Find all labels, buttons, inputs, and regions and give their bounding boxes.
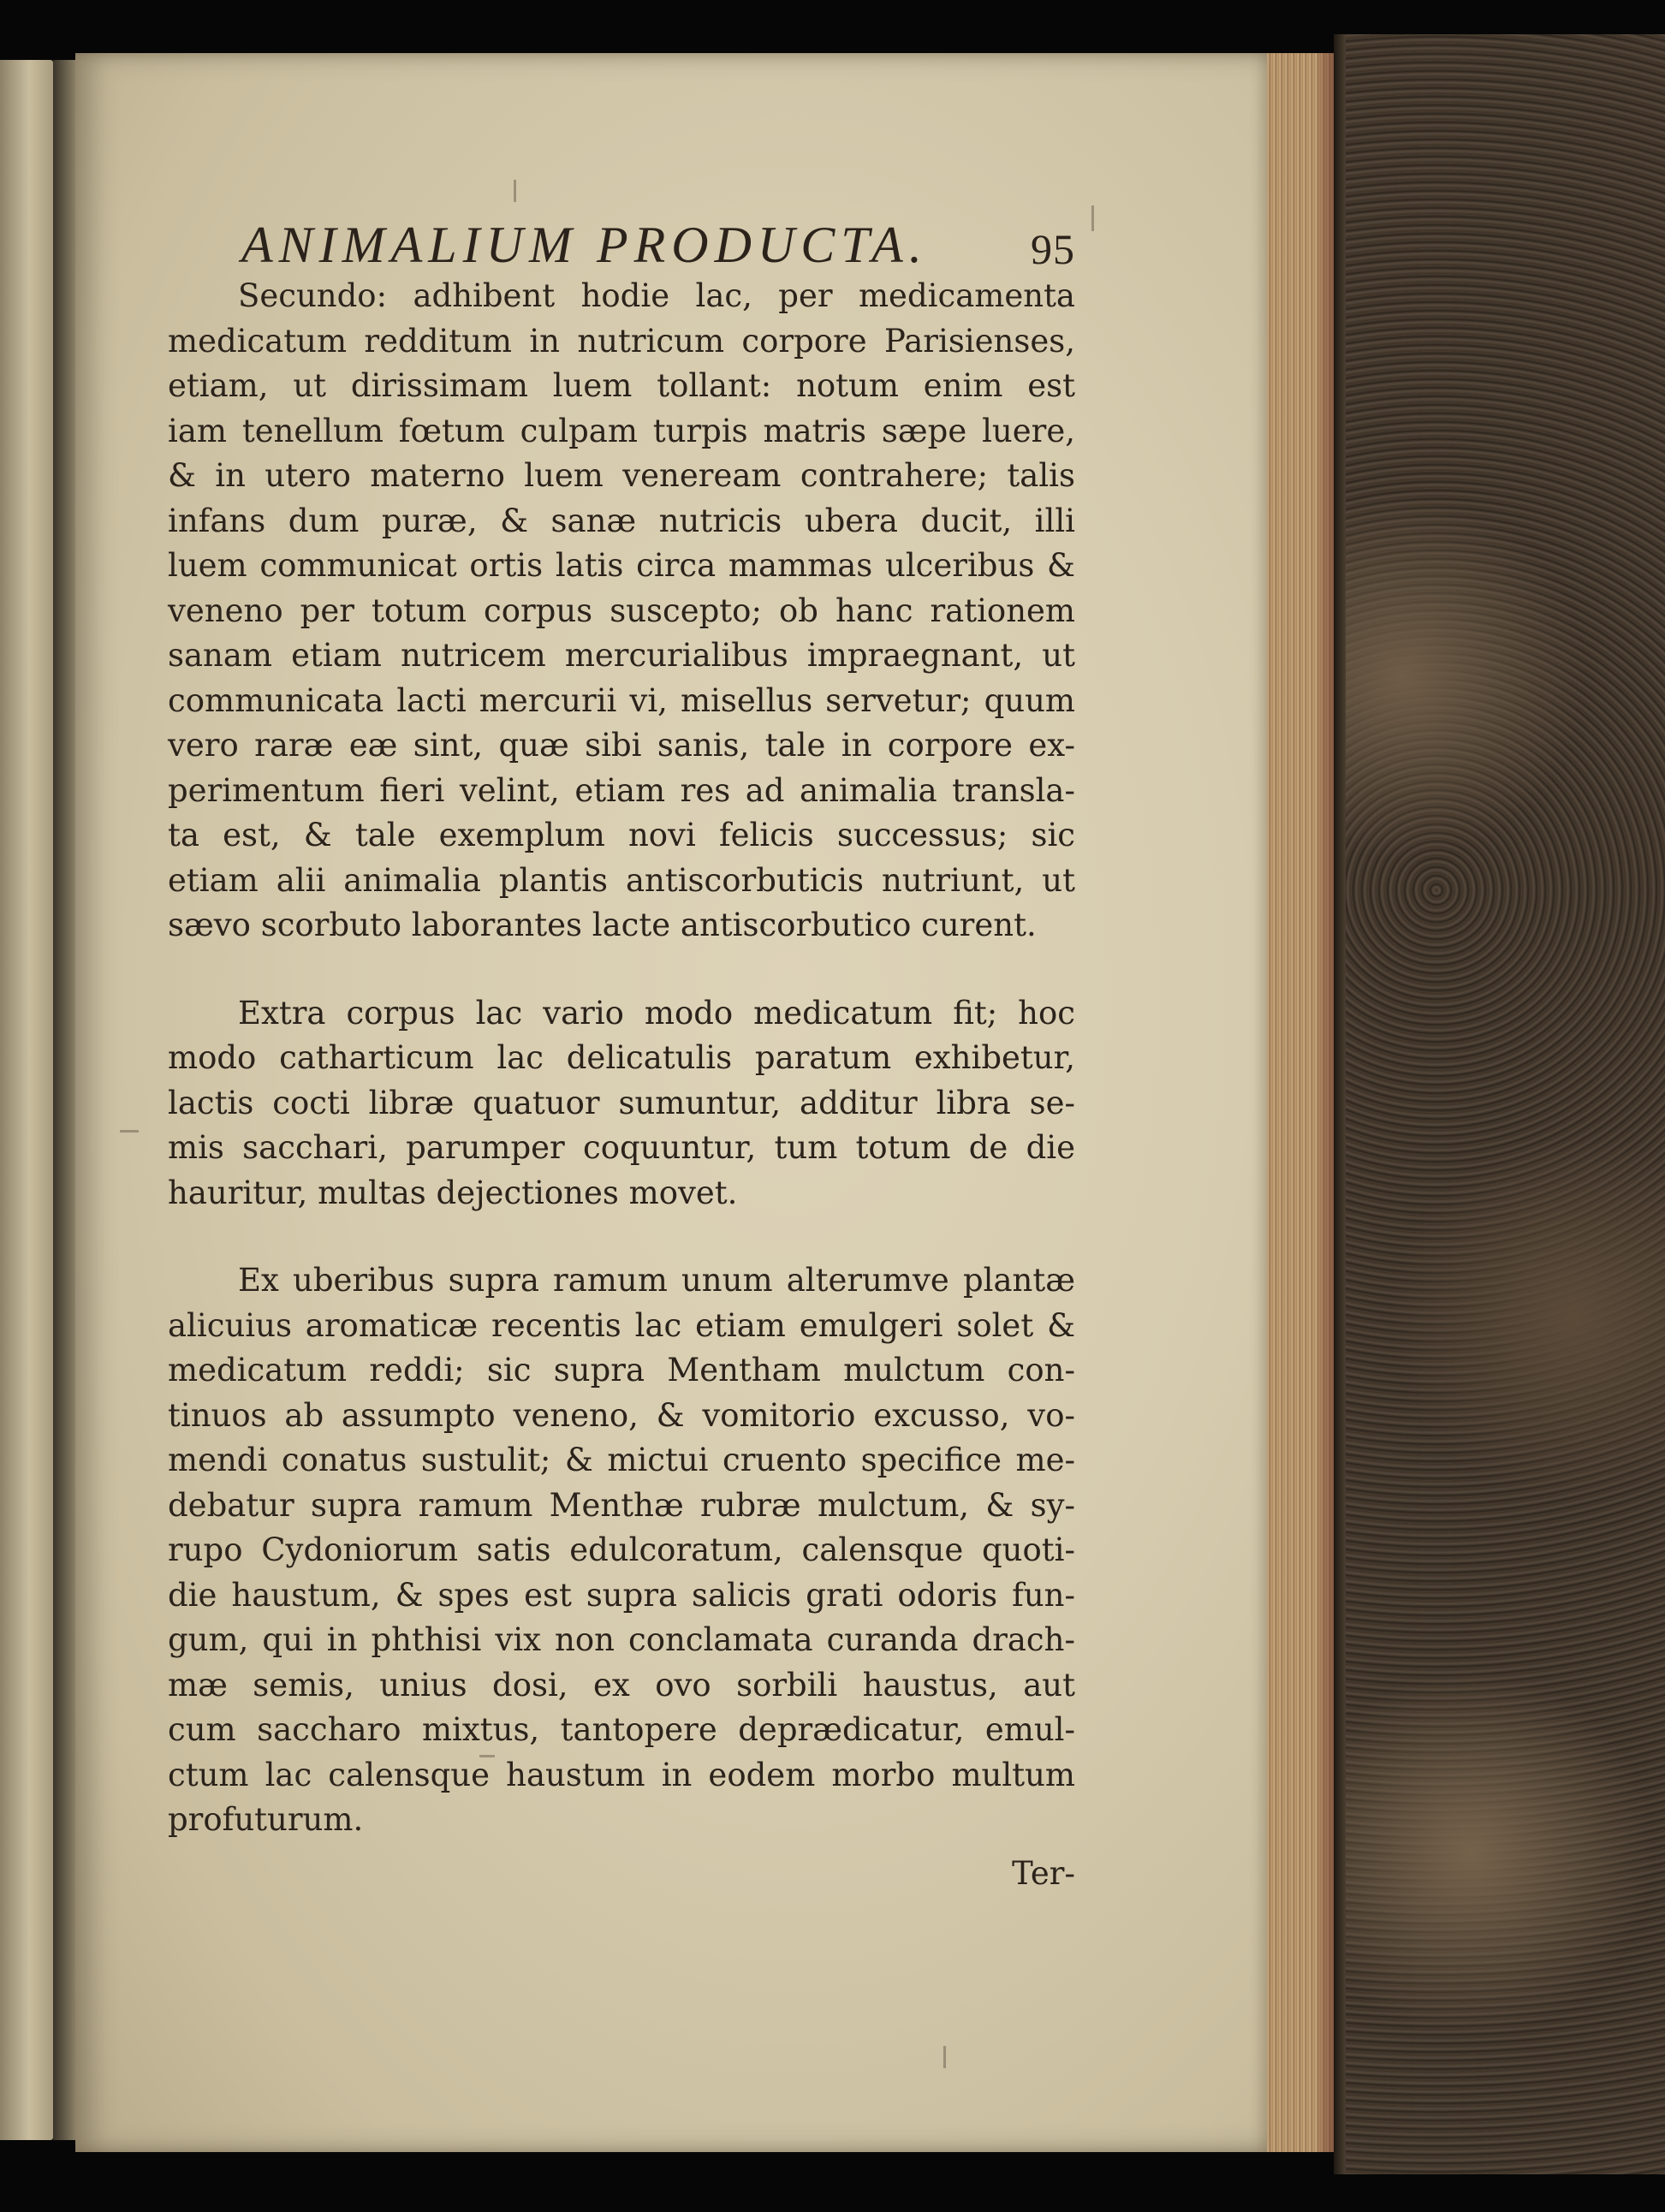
text-line: tinuos ab assumpto veneno, & vomitorio excusso, vo- bbox=[168, 1396, 1075, 1434]
text-line: iam tenellum fœtum culpam turpis matris sæpe luere, bbox=[168, 412, 1075, 449]
paragraph-extra-corpus bbox=[168, 991, 1075, 1216]
text-line: ta est, & tale exemplum novi felicis successus; sic bbox=[168, 817, 1075, 853]
paragraph-secundo bbox=[168, 274, 1075, 948]
cover-board-edge bbox=[1334, 34, 1346, 2174]
running-head-title: ANIMALIUM PRODUCTA. bbox=[241, 217, 928, 273]
text-line: cum saccharo mixtus, tantopere deprædicatur, emul- bbox=[168, 1711, 1075, 1748]
page-text-block bbox=[168, 197, 1075, 1892]
text-line: vero raræ eæ sint, quæ sibi sanis, tale in corpore ex- bbox=[168, 727, 1075, 764]
paragraph-gap bbox=[168, 1216, 1075, 1258]
paragraph-ex-uberibus bbox=[168, 1258, 1075, 1843]
catchword: Ter- bbox=[1012, 1854, 1075, 1892]
text-line: perimentum fieri velint, etiam res ad animalia transla- bbox=[168, 771, 1075, 809]
text-line: medicatum reddi; sic supra Mentham mulctum con- bbox=[168, 1352, 1075, 1388]
text-line: Ex uberibus supra ramum unum alterumve plantæ bbox=[238, 1262, 1075, 1299]
book-gutter bbox=[53, 60, 75, 2140]
text-line: sanam etiam nutricem mercurialibus impraegnant, ut bbox=[168, 637, 1075, 674]
text-line: die haustum, & spes est supra salicis grati odoris fun- bbox=[168, 1576, 1075, 1614]
text-line: sævo scorbuto laborantes lacte antiscorbutico curent. bbox=[168, 907, 1037, 943]
text-line: mæ semis, unius dosi, ex ovo sorbili haustus, aut bbox=[168, 1666, 1075, 1704]
paragraph-gap bbox=[168, 948, 1075, 991]
text-line: alicuius aromaticæ recentis lac etiam emulgeri solet & bbox=[168, 1306, 1075, 1344]
paper-speck bbox=[943, 2046, 946, 2068]
text-line: rupo Cydoniorum satis edulcoratum, calensque quoti- bbox=[168, 1531, 1075, 1568]
page-number: 95 bbox=[1031, 225, 1075, 273]
text-line: Secundo: adhibent hodie lac, per medicamenta bbox=[238, 277, 1075, 314]
previous-page-edge bbox=[0, 60, 53, 2140]
paper-speck bbox=[1091, 205, 1094, 231]
paper-speck bbox=[120, 1130, 139, 1133]
text-line: Extra corpus lac vario modo medicatum fit; hoc bbox=[238, 994, 1075, 1032]
text-line: hauritur, multas dejectiones movet. bbox=[168, 1174, 738, 1211]
text-line: modo catharticum lac delicatulis paratum exhibetur, bbox=[168, 1039, 1075, 1076]
running-head bbox=[168, 197, 1075, 274]
text-line: ctum lac calensque haustum in eodem morbo multum bbox=[168, 1756, 1075, 1793]
text-line: luem communicat ortis latis circa mammas ulceribus & bbox=[168, 547, 1075, 584]
text-line: lactis cocti libræ quatuor sumuntur, additur libra se- bbox=[168, 1084, 1075, 1121]
text-line: etiam, ut dirissimam luem tollant: notum enim est bbox=[168, 367, 1075, 404]
text-line: gum, qui in phthisi vix non conclamata curanda drach- bbox=[168, 1621, 1075, 1658]
text-line: mendi conatus sustulit; & mictui cruento specifice me- bbox=[168, 1442, 1075, 1478]
text-line: veneno per totum corpus suscepto; ob hanc rationem bbox=[168, 592, 1075, 629]
text-line: debatur supra ramum Menthæ rubræ mulctum, & sy- bbox=[168, 1486, 1075, 1524]
text-line: & in utero materno luem veneream contrahere; talis bbox=[168, 457, 1075, 494]
text-line: profuturum. bbox=[168, 1801, 364, 1838]
text-line: communicata lacti mercurii vi, misellus servetur; quum bbox=[168, 681, 1075, 719]
text-line: etiam alii animalia plantis antiscorbuticis nutriunt, ut bbox=[168, 861, 1075, 899]
text-line: mis sacchari, parumper coquuntur, tum totum de die bbox=[168, 1129, 1075, 1166]
marbled-cover-board bbox=[1334, 34, 1665, 2174]
text-line: medicatum redditum in nutricum corpore Parisienses, bbox=[168, 322, 1075, 360]
text-line: infans dum puræ, & sanæ nutricis ubera ducit, illi bbox=[168, 502, 1075, 539]
